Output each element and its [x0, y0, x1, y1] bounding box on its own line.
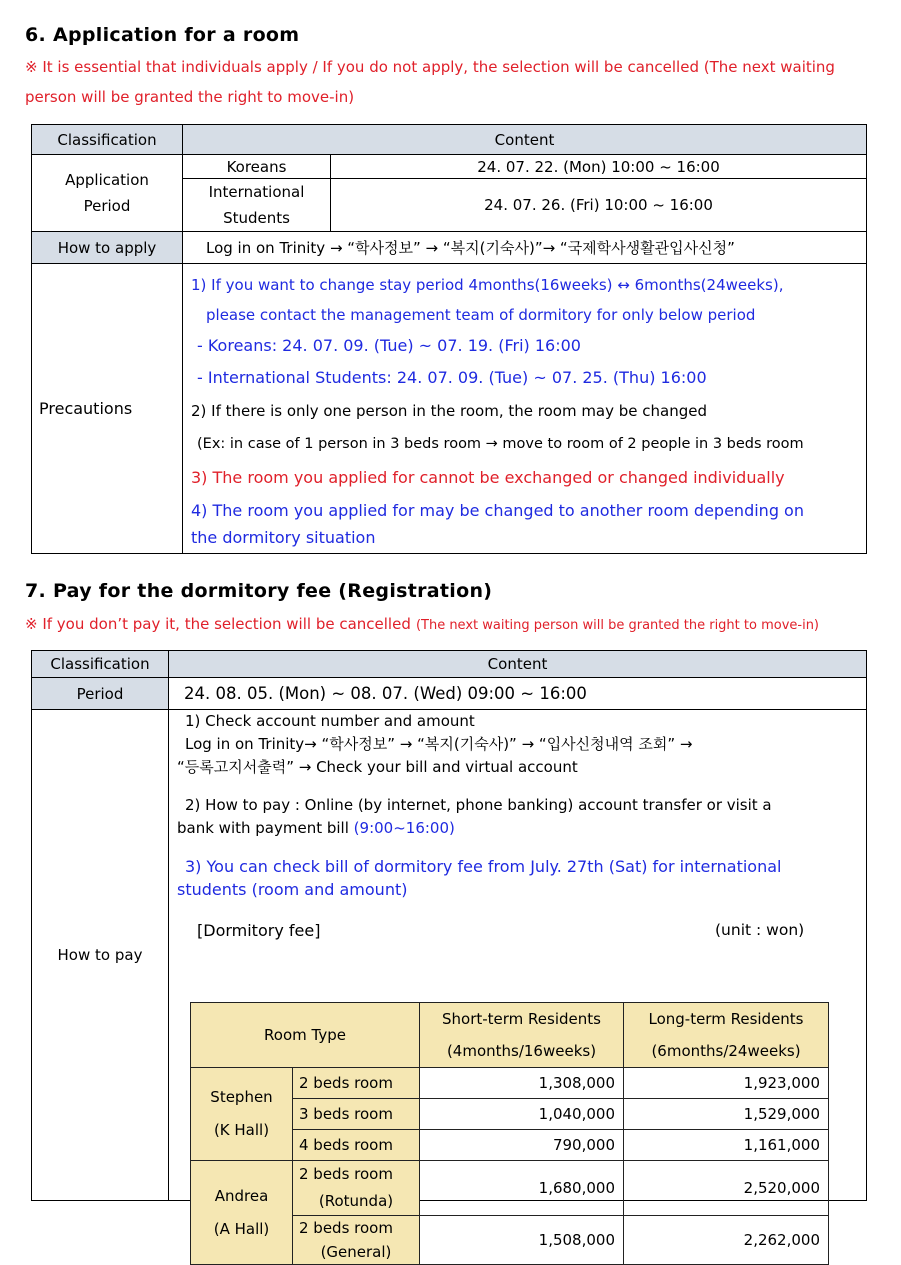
long-term-fee: 1,161,000: [624, 1130, 829, 1161]
pay-step-2a: 2) How to pay : Online (by internet, phone banking) account transfer or visit a: [185, 796, 772, 814]
header-content: Content: [183, 125, 867, 155]
koreans-period: 24. 07. 22. (Mon) 10:00 ~ 16:00: [331, 155, 867, 179]
table-row: [191, 1068, 829, 1099]
precautions-list: [183, 264, 867, 554]
section-6-note-line2: person will be granted the right to move-in): [25, 88, 355, 106]
precaution-3: 3) The room you applied for cannot be exchanged or changed individually: [191, 468, 785, 487]
table-row: [191, 1161, 829, 1216]
pay-step-1a: 1) Check account number and amount: [185, 712, 475, 730]
long-term-header: [624, 1003, 829, 1068]
short-term-fee: 1,508,000: [420, 1216, 624, 1265]
pay-period-value: 24. 08. 05. (Mon) ~ 08. 07. (Wed) 09:00 ~ 16:00: [169, 678, 867, 710]
international-label-line1: International: [208, 183, 305, 201]
precaution-4b: the dormitory situation: [191, 528, 376, 547]
short-term-fee: 1,040,000: [420, 1099, 624, 1130]
long-term-fee: 1,923,000: [624, 1068, 829, 1099]
short-term-header-line1: Short-term Residents: [442, 1010, 601, 1028]
precaution-2b: (Ex: in case of 1 person in 3 beds room → move to room of 2 people in 3 beds room: [197, 436, 804, 452]
header-classification: Classification: [32, 125, 183, 155]
application-period-label-line2: Period: [83, 197, 131, 215]
pay-step-2b: [177, 817, 857, 840]
precaution-1d: - International Students: 24. 07. 09. (Tue) ~ 07. 25. (Thu) 16:00: [197, 368, 707, 387]
precaution-1c: - Koreans: 24. 07. 09. (Tue) ~ 07. 19. (Fri) 16:00: [197, 336, 581, 355]
how-to-pay-content: [169, 710, 867, 1261]
section-7-title: 7. Pay for the dormitory fee (Registration): [25, 580, 493, 602]
dormitory-fee-table: [190, 1002, 829, 1265]
short-term-fee: 790,000: [420, 1130, 624, 1161]
application-table: [31, 124, 867, 554]
how-to-apply-label: How to apply: [32, 232, 183, 264]
international-label: [183, 179, 331, 232]
room-label-line2: (Rotunda): [318, 1192, 394, 1210]
how-to-pay-label: How to pay: [32, 710, 169, 1201]
room-label: 2 beds room: [293, 1068, 420, 1099]
room-label: 3 beds room: [293, 1099, 420, 1130]
precaution-1b: please contact the management team of dormitory for only below period: [206, 306, 756, 324]
precautions-label: Precautions: [32, 264, 183, 554]
long-term-fee: 2,262,000: [624, 1216, 829, 1265]
section-6-title: 6. Application for a room: [25, 24, 300, 46]
short-term-header-line2: (4months/16weeks): [446, 1042, 597, 1060]
international-label-line2: Students: [223, 209, 290, 227]
section-7-note-main: ※ If you don’t pay it, the selection will be cancelled: [25, 615, 411, 633]
stephen-hall-line2: (K Hall): [213, 1121, 270, 1139]
andrea-hall-line2: (A Hall): [213, 1219, 270, 1238]
long-term-header-line1: Long-term Residents: [648, 1010, 804, 1028]
application-period-label-line1: Application: [65, 171, 149, 189]
fee-table-unit: (unit : won): [715, 921, 805, 939]
andrea-hall-line1: Andrea: [214, 1186, 269, 1205]
section-7-note: [25, 614, 819, 633]
pay-step-3b: students (room and amount): [177, 880, 408, 899]
room-type-header: Room Type: [191, 1003, 420, 1068]
precaution-2a: 2) If there is only one person in the room, the room may be changed: [191, 402, 708, 420]
section-6-note: [25, 52, 875, 112]
section-7-note-small: (The next waiting person will be granted the right to move-in): [415, 618, 820, 633]
long-term-fee: 1,529,000: [624, 1099, 829, 1130]
how-to-apply-steps: Log in on Trinity → “학사정보” → “복지(기숙사)”→ “국제학사생활관입사신청”: [183, 232, 867, 264]
international-period: 24. 07. 26. (Fri) 10:00 ~ 16:00: [331, 179, 867, 232]
pay-step-1b: Log in on Trinity→ “학사정보” → “복지(기숙사)” → “입사신청내역 조회” →: [185, 735, 693, 753]
long-term-fee: 2,520,000: [624, 1161, 829, 1216]
andrea-hall-label: [191, 1161, 293, 1265]
koreans-label: Koreans: [183, 155, 331, 179]
stephen-hall-label: [191, 1068, 293, 1161]
pay-period-label: Period: [32, 678, 169, 710]
precaution-4a: 4) The room you applied for may be changed to another room depending on: [191, 501, 804, 520]
short-term-fee: 1,680,000: [420, 1161, 624, 1216]
fee-table-title: [Dormitory fee]: [197, 921, 321, 940]
room-label: 4 beds room: [293, 1130, 420, 1161]
precaution-1a: 1) If you want to change stay period 4months(16weeks) ↔ 6months(24weeks),: [191, 276, 784, 294]
pay-header-content: Content: [169, 651, 867, 678]
room-label-line2: (General): [320, 1243, 392, 1261]
pay-step-2b-hours: (9:00~16:00): [353, 819, 455, 837]
room-label-line1: 2 beds room: [299, 1219, 393, 1237]
pay-header-classification: Classification: [32, 651, 169, 678]
pay-step-1c: “등록고지서출력” → Check your bill and virtual account: [177, 758, 578, 776]
room-label: [293, 1216, 420, 1265]
long-term-header-line2: (6months/24weeks): [651, 1042, 801, 1060]
section-6-note-line1: ※ It is essential that individuals apply / If you do not apply, the selection will be cancelled (The next waiting: [25, 58, 835, 76]
stephen-hall-line1: Stephen: [210, 1088, 273, 1106]
room-label: [293, 1161, 420, 1216]
application-period-label: [32, 155, 183, 232]
pay-step-2b-text: bank with payment bill: [177, 819, 349, 837]
short-term-fee: 1,308,000: [420, 1068, 624, 1099]
short-term-header: [420, 1003, 624, 1068]
room-label-line1: 2 beds room: [299, 1165, 393, 1183]
payment-table: [31, 650, 867, 1261]
pay-step-3a: 3) You can check bill of dormitory fee from July. 27th (Sat) for international: [185, 857, 782, 876]
